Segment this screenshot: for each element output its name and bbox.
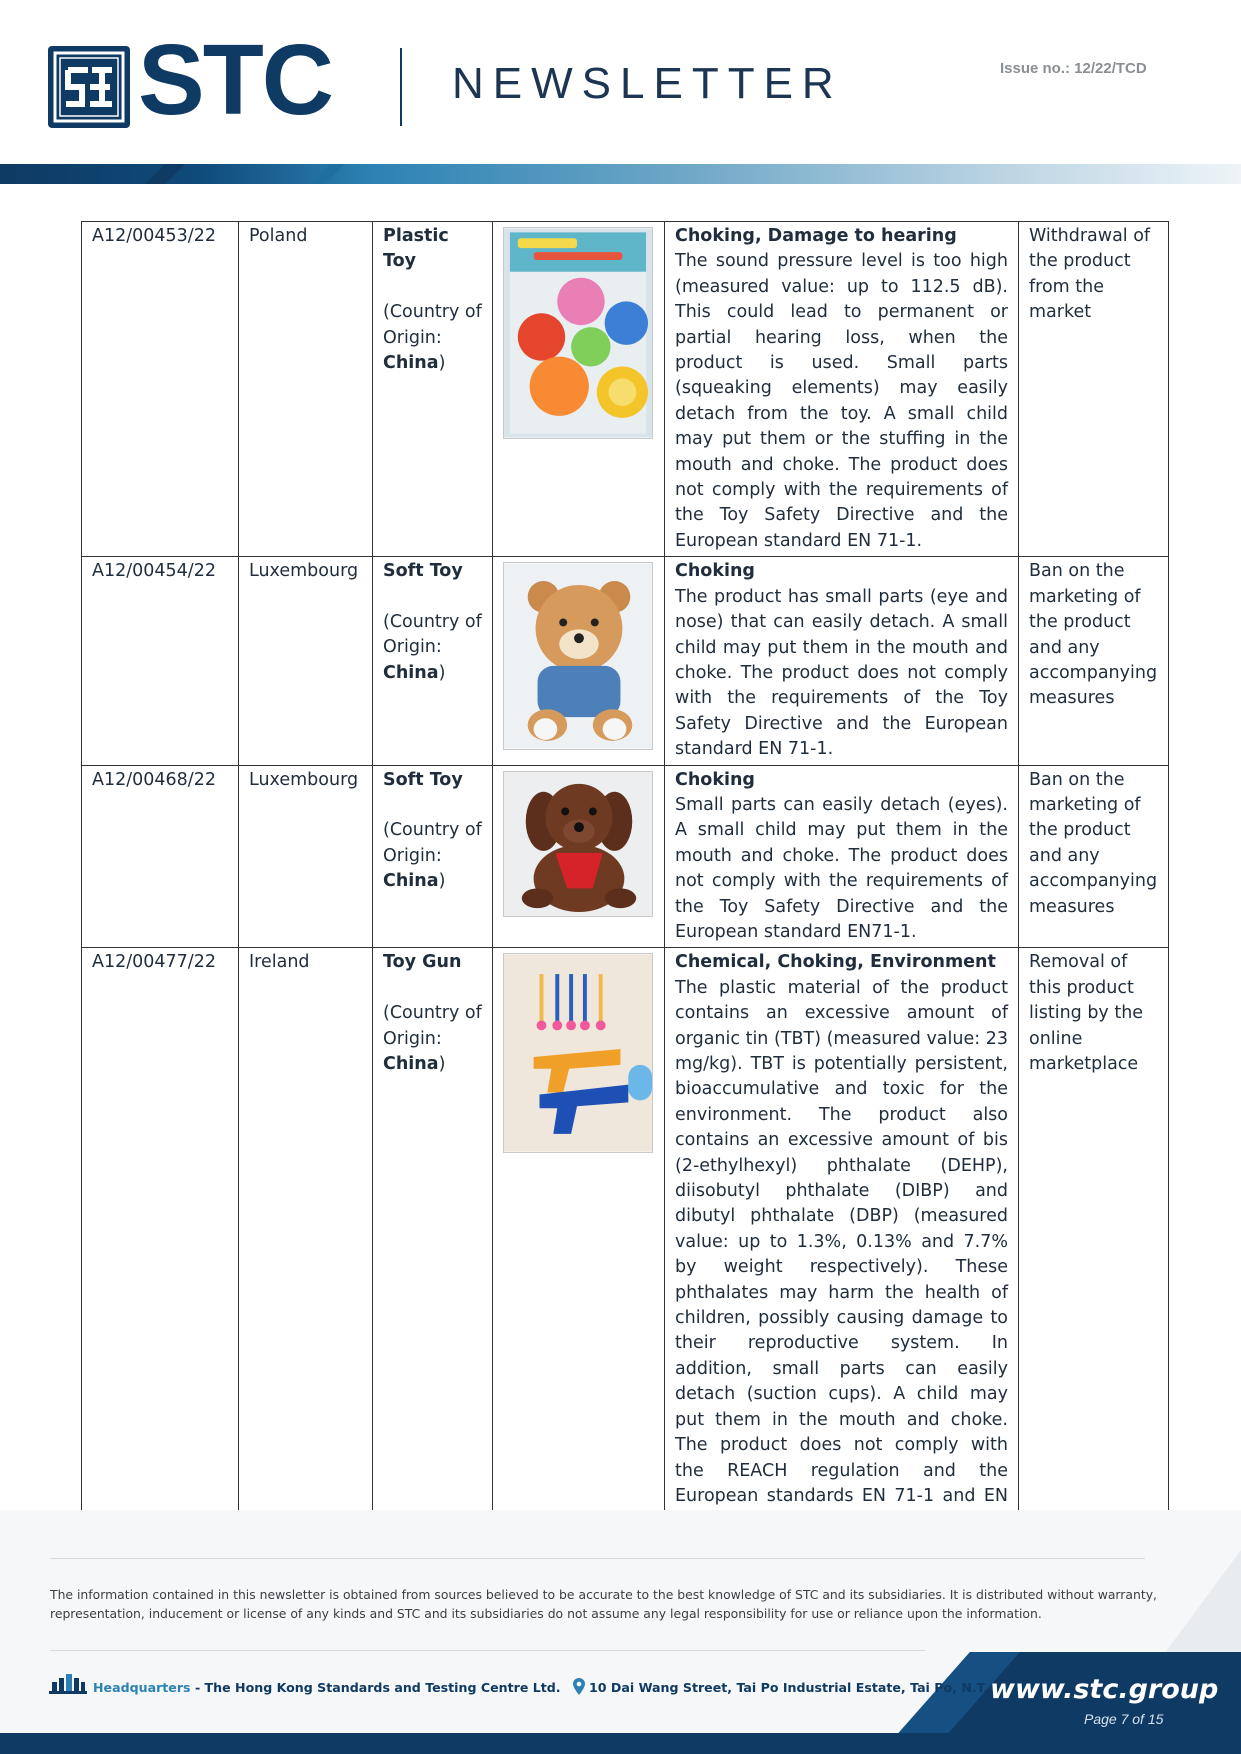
headquarters-name: - The Hong Kong Standards and Testing Centre Ltd.	[190, 1680, 561, 1695]
measure-cell: Removal of this product listing by the online marketplace	[1019, 948, 1169, 1537]
disclaimer-text: The information contained in this newsletter is obtained from sources believed to be accurate to the best knowledge of STC and its subsidiaries. It is distributed without warranty, representation, inducement or license of any kinds and STC and its subsidiaries do not assume any legal responsibility for use or reliance upon the information.	[50, 1587, 1157, 1621]
image-cell	[493, 948, 665, 1537]
table-row	[82, 765, 1169, 948]
country-cell: Luxembourg	[239, 765, 373, 948]
origin-label: (Country of Origin:	[383, 1003, 482, 1049]
teddy-bear-photo	[503, 562, 653, 750]
risk-type: Choking	[675, 769, 755, 790]
measure-cell: Withdrawal of the product from the market	[1019, 222, 1169, 557]
reference-cell: A12/00453/22	[82, 222, 239, 557]
description-cell	[665, 948, 1019, 1537]
address-text: 10 Dai Wang Street, Tai Po Industrial Estate, Tai Po, N.T., Hong Kong	[589, 1680, 1075, 1695]
risk-description: The sound pressure level is too high (measured value: up to 112.5 dB). This could lead to permanent or partial hearing loss, when the product is used. Small parts (squeaking elements) may easily detach from the toy. A small child may put them or the stuffing in the mouth and choke. The product does not comply with the requirements of the Toy Safety Directive and the European standard EN 71-1.	[675, 251, 1008, 551]
measure-cell: Ban on the marketing of the product and any accompanying measures	[1019, 557, 1169, 765]
table-row	[82, 222, 1169, 557]
risk-type: Choking	[675, 561, 755, 582]
issue-number: Issue no.: 12/22/TCD	[1000, 60, 1147, 77]
website-link[interactable]: www.stc.group	[990, 1674, 1219, 1705]
header-divider	[400, 48, 402, 126]
footer-corner-graphic	[880, 1510, 1241, 1754]
risk-description: Small parts can easily detach (eyes). A small child may put them in the mouth and choke. The product does not comply with the requirements of the Toy Safety Directive and the European standard EN71-1.	[675, 794, 1008, 942]
origin-country: China	[383, 1053, 439, 1074]
footer-bottom-bar	[0, 1733, 1241, 1754]
stc-logo-icon	[48, 46, 130, 128]
image-cell	[493, 765, 665, 948]
origin-country: China	[383, 662, 439, 683]
reference-cell: A12/00477/22	[82, 948, 239, 1537]
origin-label: (Country of Origin:	[383, 612, 482, 658]
product-name: Soft Toy	[383, 561, 463, 582]
product-name: Toy Gun	[383, 952, 462, 973]
origin-label: (Country of Origin:	[383, 302, 482, 348]
product-cell	[373, 557, 493, 765]
origin-country: China	[383, 871, 439, 892]
table-row	[82, 948, 1169, 1537]
origin-label: (Country of Origin:	[383, 820, 482, 866]
location-pin-icon	[573, 1678, 585, 1695]
risk-type: Chemical, Choking, Environment	[675, 952, 996, 973]
product-name: Plastic Toy	[383, 226, 449, 272]
reference-cell: A12/00454/22	[82, 557, 239, 765]
publication-title: NEWSLETTER	[452, 59, 843, 108]
footer-rule	[50, 1650, 925, 1651]
table-row	[82, 557, 1169, 765]
measure-cell: Ban on the marketing of the product and any accompanying measures	[1019, 765, 1169, 948]
description-cell	[665, 557, 1019, 765]
plush-dog-photo	[503, 771, 653, 917]
header-gradient-band	[0, 164, 1241, 184]
product-cell	[373, 222, 493, 557]
origin-close: )	[438, 662, 446, 683]
risk-description: The plastic material of the product contains an excessive amount of organic tin (TBT) (measured value: 23 mg/kg). TBT is potentially persistent, bioaccumulative and toxic for the environment. The product also contains an excessive amount of bis (2-ethylhexyl) phthalate (DEHP), diisobutyl phthalate (DIBP) and dibutyl phthalate (DBP) (measured value: up to 1.3%, 0.13% and 7.7% by weight respectively). These phthalates may harm the health of children, possibly causing damage to their reproductive system. In addition, small parts can easily detach (suction cups). A child may put them in the mouth and choke. The product does not comply with the REACH regulation and the European standards EN 71-1 and EN	[675, 977, 1008, 1506]
footer-rule	[50, 1558, 1145, 1559]
country-cell: Ireland	[239, 948, 373, 1537]
description-cell	[665, 765, 1019, 948]
image-cell	[493, 222, 665, 557]
recall-table	[81, 221, 1169, 1538]
country-cell: Poland	[239, 222, 373, 557]
product-cell	[373, 765, 493, 948]
headquarters-line	[93, 1678, 1075, 1695]
toy-gun-photo	[503, 953, 653, 1153]
stc-monogram-icon	[48, 46, 130, 128]
origin-close: )	[438, 1053, 446, 1074]
origin-close: )	[438, 871, 446, 892]
product-name: Soft Toy	[383, 769, 463, 790]
building-icon	[49, 1672, 87, 1694]
origin-country: China	[383, 353, 439, 374]
sensory-balls-photo	[503, 227, 653, 439]
headquarters-label: Headquarters	[93, 1680, 191, 1695]
page-header	[0, 0, 1241, 185]
origin-close: )	[438, 353, 446, 374]
stc-wordmark: STC	[138, 24, 332, 136]
country-cell: Luxembourg	[239, 557, 373, 765]
page-number: Page 7 of 15	[1084, 1711, 1164, 1727]
product-cell	[373, 948, 493, 1537]
reference-cell: A12/00468/22	[82, 765, 239, 948]
image-cell	[493, 557, 665, 765]
risk-description: The product has small parts (eye and nose) that can easily detach. A small child may put them in the mouth and choke. The product does not comply with the requirements of the Toy Safety Directive and the European standard EN 71-1.	[675, 586, 1008, 760]
description-cell	[665, 222, 1019, 557]
risk-type: Choking, Damage to hearing	[675, 226, 957, 246]
